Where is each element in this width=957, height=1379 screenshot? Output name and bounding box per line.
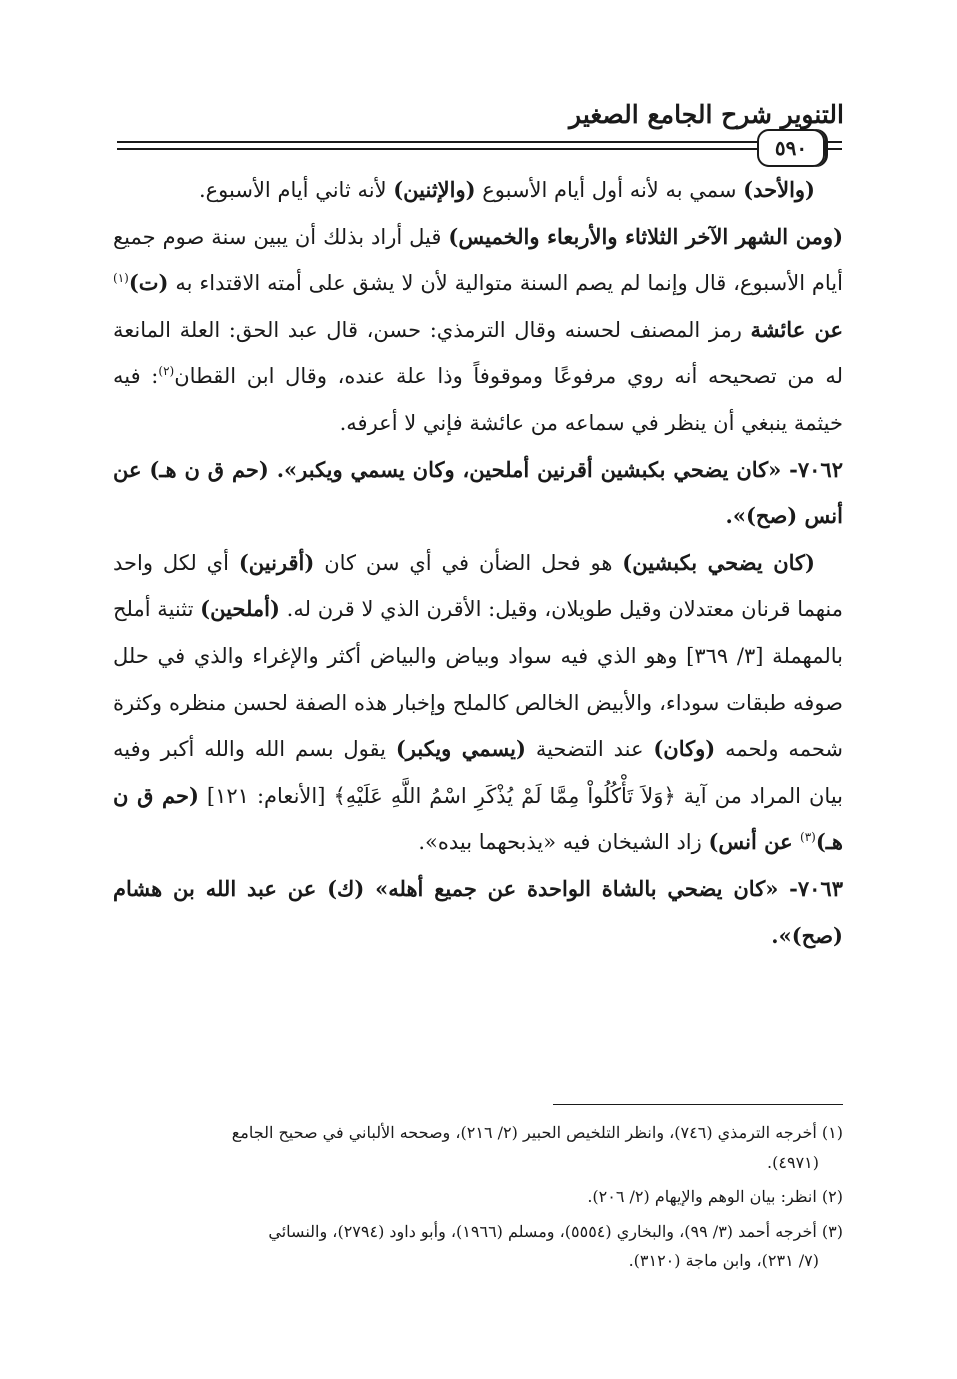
footnote-ref-2[interactable]: (٢) [158,364,175,379]
hadith-7063: ٧٠٦٣- «كان يضحي بالشاة الواحدة عن جميع أهله» (ك) عن عبد الله بن هشام (صح)». [113,875,843,948]
page-number: ٥٩٠ [774,136,808,160]
main-text [113,167,843,959]
paragraph-1: (والأحد) سمي به لأنه أول أيام الأسبوع (والإثنين) لأنه ثاني أيام الأسبوع. [198,177,815,202]
paragraph-3: (كان يضحي بكبشين) هو فحل الضأن في أي سن كان (أقرنين) أي لكل واحد منهما قرنان معتدلان وقيل طويلان، وقيل: الأقرن الذي لا قرن له. (أملحين) تثنية أملح بالمهملة [٣/ ٣٦٩] وهو الذي فيه سواد وبياض والبياض أكثر والإغراء والذي في حلل صوفه طبقات سوداء، والأبيض الخالص كالملح وإخبار هذه الصفة لحسن منظره وكثرة شحمه ولحمه (وكان) عند التضحية (يسمي ويكبر) يقول بسم الله والله أكبر وفيه بيان المراد من آية ﴿وَلاَ تَأْكُلُواْ مِمَّا لَمْ يُذْكَرِ اسْمُ اللَّهِ عَلَيْهِ﴾ [الأنعام: ١٢١] (حم ق ن هـ)$^{(٣)}$ عن أنس) زاد الشيخان فيه «يذبحهما بيده». [113,549,844,855]
footnote-separator [553,1104,843,1105]
header-rule-right-top [826,141,842,143]
header-rule-right-bottom [826,148,842,150]
footnote-ref-3[interactable]: (٣) [800,830,816,845]
header-rule-bottom [117,148,757,150]
page-number-badge [757,129,825,167]
footnote-ref-1[interactable]: (١) [113,271,129,286]
footnote-3: (٣) أخرجه أحمد (٣/ ٩٩)، والبخاري (٥٥٥٤)، ومسلم (١٩٦٦)، وأبو داود (٢٧٩٤)، والنسائي (٧/ ٢٣١)، وابن ماجة (٣١٢٠). [268,1221,843,1270]
running-header-title: التنوير شرح الجامع الصغير [569,100,844,129]
footnote-1: (١) أخرجه الترمذي (٧٤٦)، وانظر التلخيص الحبير (٢/ ٢١٦)، وصححه الألباني في صحيح الجامع (٤٩٧١). [231,1123,843,1172]
quran-verse: ﴿وَلاَ تَأْكُلُواْ مِمَّا لَمْ يُذْكَرِ اسْمُ اللَّهِ عَلَيْهِ﴾ [333,783,676,808]
paragraph-2: (ومن الشهر الآخر الثلاثاء والأربعاء والخميس) قيل أراد بذلك أن يبين سنة صوم جميع أيام الأسبوع، قال وإنما لم يصم السنة متوالية لأن لا يشق على أمته الاقتداء به (ت)$^{(١)}$ عن عائشة رمز المصنف لحسنه وقال الترمذي: حسن، قال عبد الحق: العلة المانعة له من تصحيحه أنه روي مرفوعًا وموقوفاً وذا علة عنده، وقال ابن القطان$^{(٢)}$: فيه خيثمة ينبغي أن ينظر في سماعه من عائشة فإني لا أعرفه. [113,223,844,435]
header-rule-top [117,141,757,143]
hadith-7062: ٧٠٦٢- «كان يضحي بكبشين أقرنين أملحين، وكان يسمي ويكبر». (حم ق ن هـ) عن أنس (صح)». [113,456,843,529]
footnote-2: (٢) انظر: بيان الوهم والإيهام (٢/ ٢٠٦). [587,1187,843,1206]
footnotes [113,1118,843,1281]
